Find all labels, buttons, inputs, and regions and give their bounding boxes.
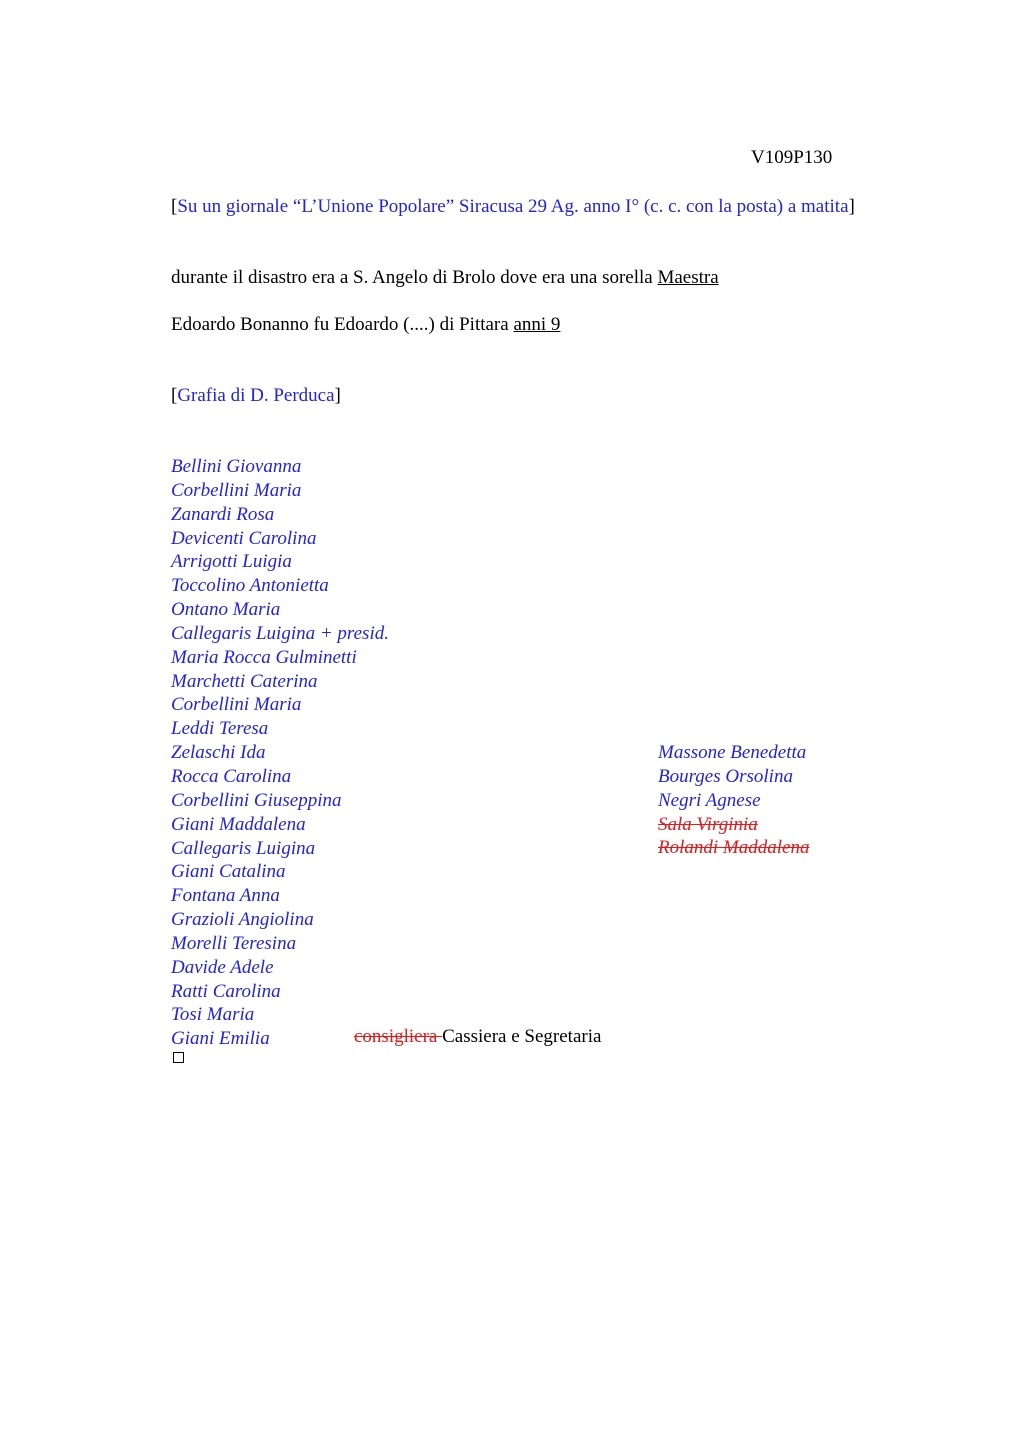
list-item: Negri Agnese [658,789,761,811]
list-item: Zanardi Rosa [171,503,275,525]
text-line-1-body: durante il disastro era a S. Angelo di Brolo dove era una sorella [171,267,658,288]
list-item: Callegaris Luigina [171,837,316,859]
bracket-open: [ [171,196,178,217]
role-note [354,1025,601,1049]
list-item: Leddi Teresa [171,718,269,740]
list-item: Bellini Giovanna [171,456,302,477]
page-id: V109P130 [751,147,833,168]
bracket-close: ] [848,196,855,217]
list-item: Arrigotti Luigia [171,551,292,573]
source-note [171,195,855,219]
text-line-2 [171,313,560,337]
names-right-column [658,741,809,860]
list-item: Corbellini Maria [171,479,302,501]
list-item: Tosi Maria [171,1004,255,1026]
struck-role-text: consigliera [354,1026,443,1047]
list-item: Giani Maddalena [171,813,306,835]
list-item: Marchetti Caterina [171,670,318,692]
text-line-1 [171,266,719,290]
checkbox-icon [173,1052,184,1063]
bracket-open: [ [171,385,178,406]
list-item: Callegaris Luigina + presid. [171,622,389,644]
bracket-close: ] [334,385,341,406]
list-item: Bourges Orsolina [658,765,793,787]
text-line-2-body: Edoardo Bonanno fu Edoardo (....) di Pittara [171,314,514,335]
list-item: Rocca Carolina [171,765,292,787]
list-item: Devicenti Carolina [171,527,317,549]
text-line-2-underlined: anni 9 [513,314,561,335]
text-line-1-underlined: Maestra [657,267,719,288]
struck-list-item: Sala Virginia [658,813,758,835]
list-item: Giani Emilia [171,1028,270,1050]
list-item: Ratti Carolina [171,980,281,1002]
handwriting-note [171,384,341,408]
role-text: Cassiera e Segretaria [442,1026,602,1047]
list-item: Zelaschi Ida [171,742,266,764]
names-left-column [171,455,389,1051]
list-item: Fontana Anna [171,885,280,907]
list-item: Corbellini Giuseppina [171,789,342,811]
list-item: Ontano Maria [171,599,281,621]
list-item: Davide Adele [171,956,274,978]
list-item: Giani Catalina [171,861,286,883]
list-item: Morelli Teresina [171,932,297,954]
list-item: Maria Rocca Gulminetti [171,646,357,668]
list-item: Toccolino Antonietta [171,575,329,597]
handwriting-note-text: Grafia di D. Perduca [177,385,335,406]
list-item: Grazioli Angiolina [171,909,314,931]
struck-list-item: Rolandi Maddalena [658,837,810,859]
list-item: Corbellini Maria [171,694,302,716]
list-item: Massone Benedetta [658,742,807,763]
source-note-text: Su un giornale “L’Unione Popolare” Siracusa 29 Ag. anno I° (c. c. con la posta) a matita [177,196,849,217]
